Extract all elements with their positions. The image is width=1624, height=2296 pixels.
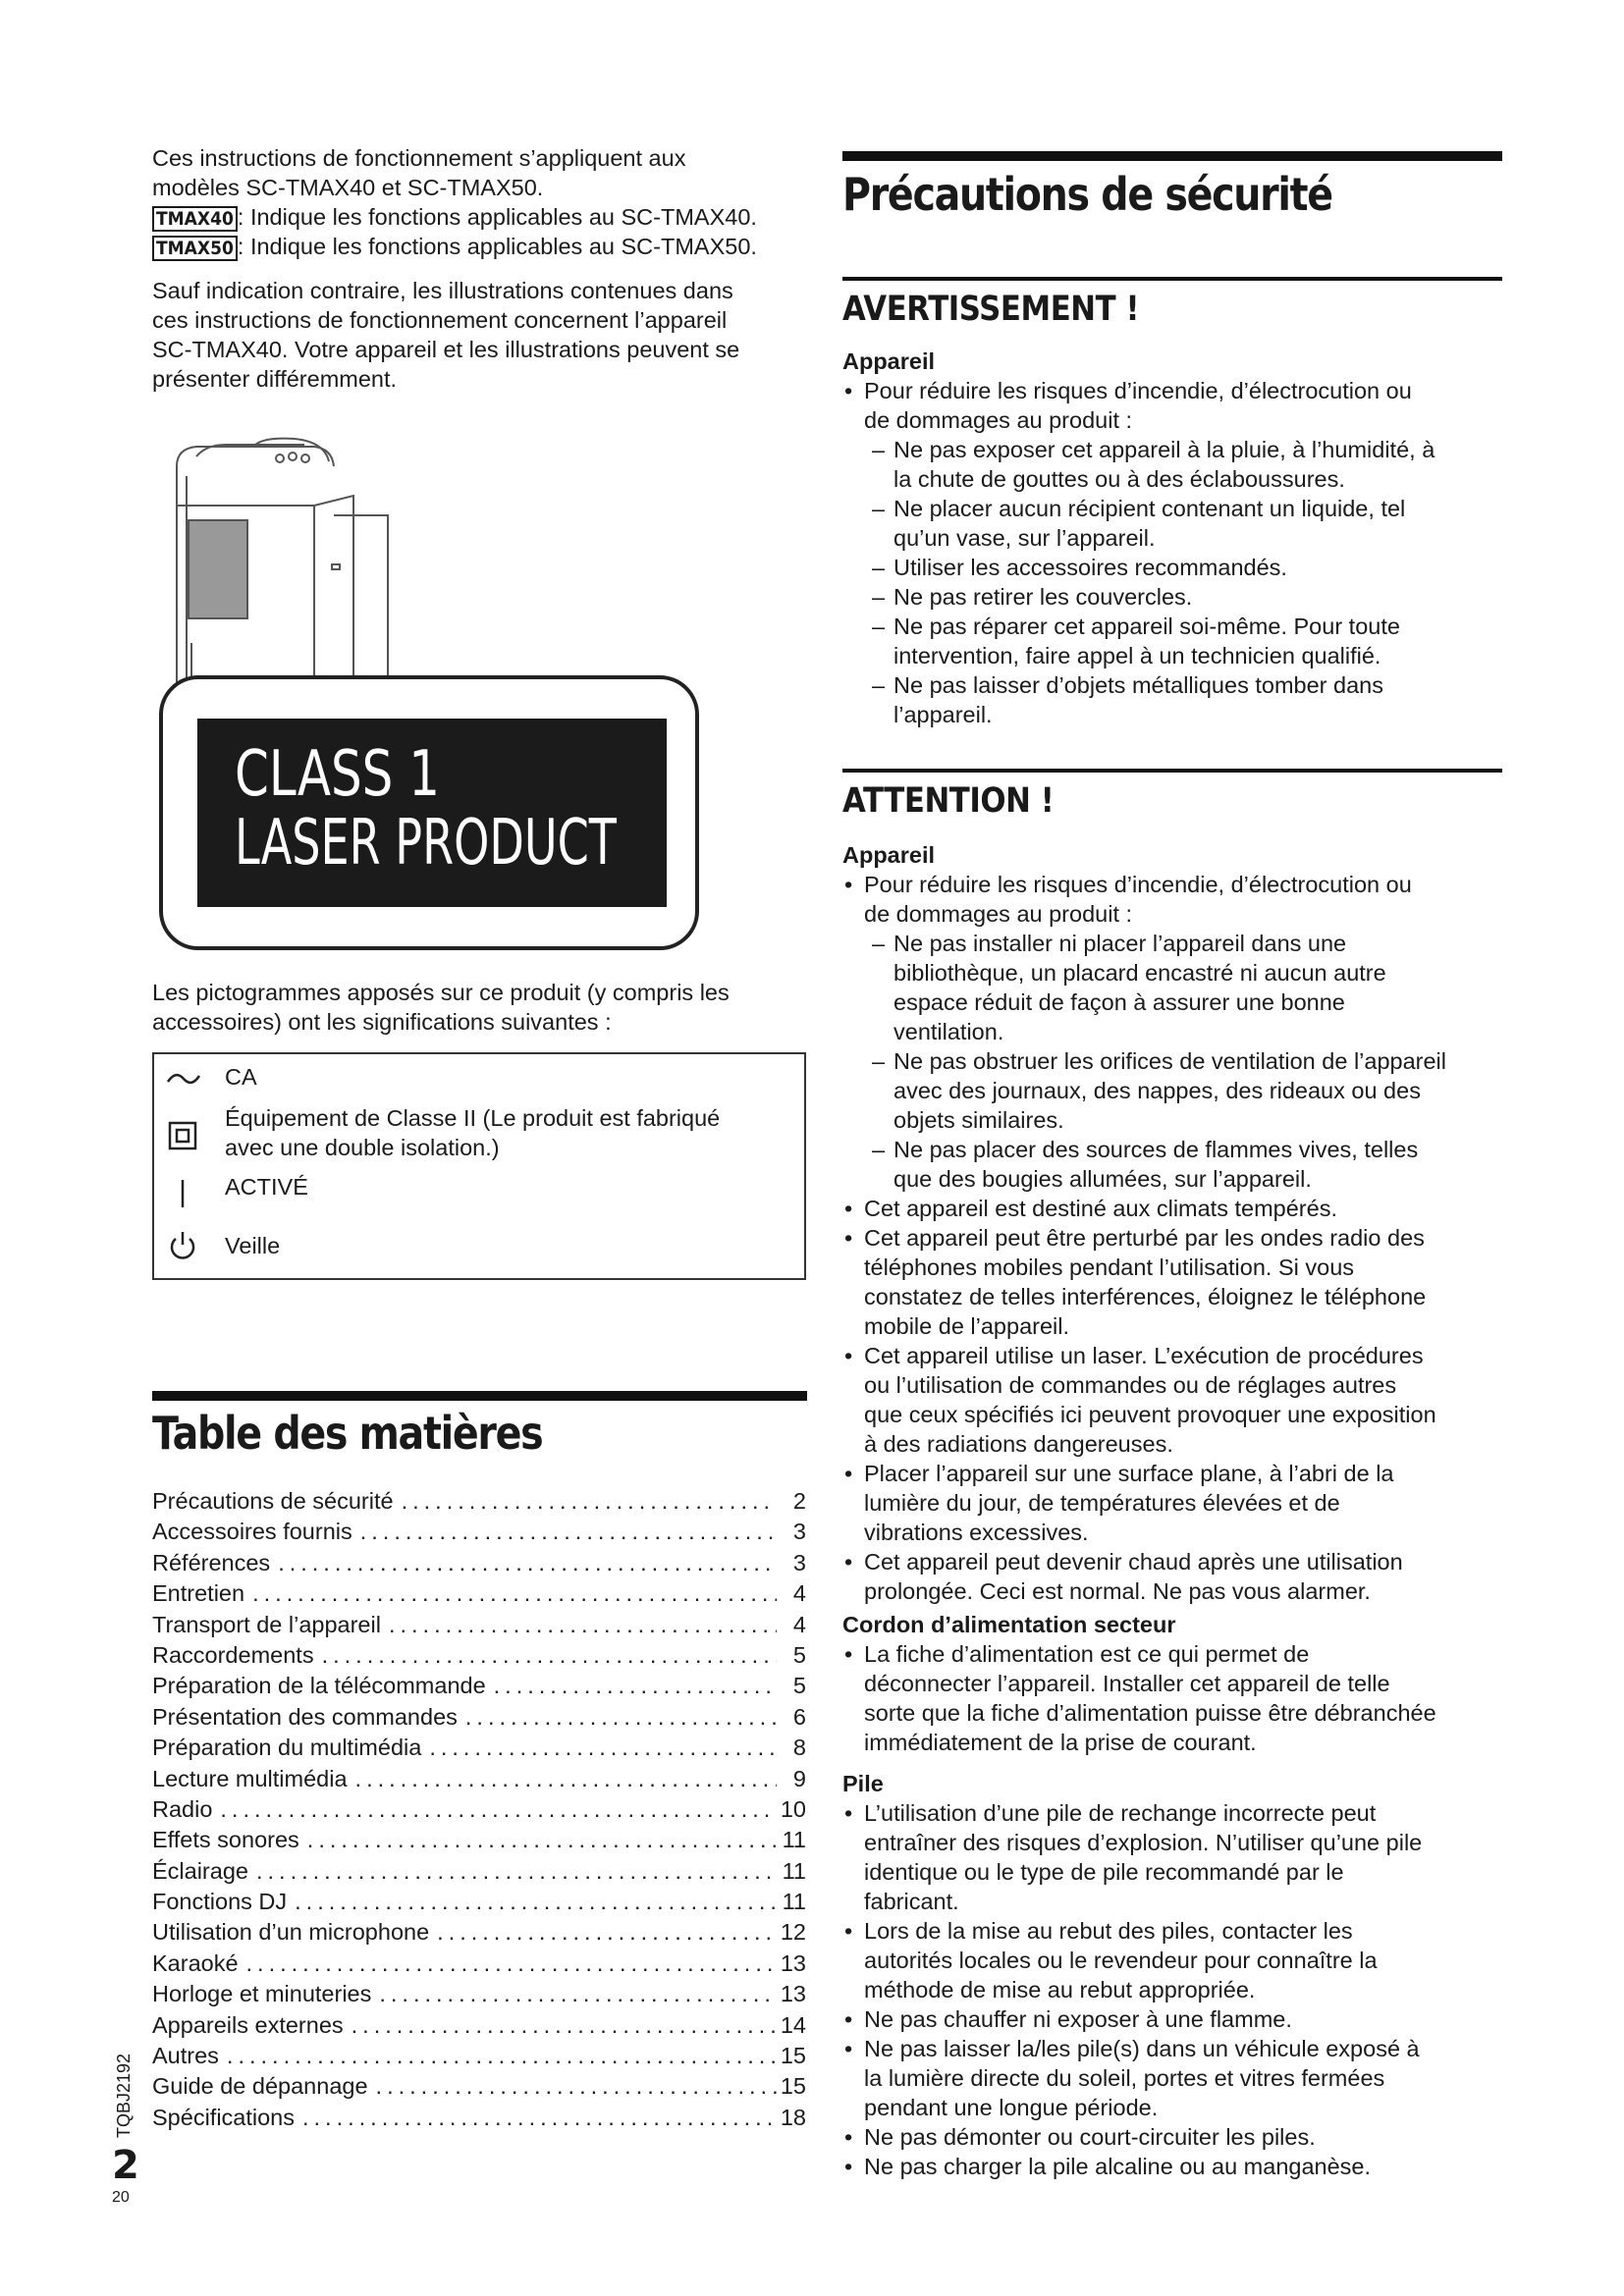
toc-entry-title: Présentation des commandes bbox=[152, 1703, 458, 1730]
text-line: – Ne pas installer ni placer l’appareil dans une bbox=[893, 931, 1347, 956]
caution-bullet-item bbox=[842, 1223, 1510, 1341]
toc-entry[interactable] bbox=[152, 1578, 806, 1609]
text-line: – Ne placer aucun récipient contenant un liquide, tel bbox=[893, 496, 1406, 521]
caution-dash-item bbox=[842, 1046, 1510, 1135]
text-line: espace réduit de façon à assurer une bonne bbox=[893, 989, 1345, 1015]
toc-entry-page: 8 bbox=[792, 1735, 806, 1761]
text-line: • Cet appareil peut être perturbé par les ondes radio des bbox=[864, 1225, 1425, 1251]
toc-entry[interactable] bbox=[152, 1949, 806, 1979]
safety-title: Précautions de sécurité bbox=[842, 168, 1332, 221]
toc-leader-dots bbox=[244, 1578, 777, 1609]
toc-leader-dots bbox=[486, 1671, 777, 1701]
toc-leader-dots bbox=[394, 1486, 777, 1517]
battery-subheading: Pile bbox=[842, 1771, 884, 1796]
text-line: l’appareil. bbox=[893, 702, 993, 727]
text-line: intervention, faire appel à un technicien qualifié. bbox=[893, 643, 1381, 668]
doc-code: TQBJ2192 bbox=[114, 2053, 134, 2138]
note-line: ces instructions de fonctionnement concernent l’appareil bbox=[152, 307, 728, 333]
warning-rule bbox=[842, 277, 1502, 281]
toc-entry-page: 11 bbox=[782, 1827, 806, 1853]
toc-entry-page: 15 bbox=[780, 2043, 806, 2069]
caution-dash-item bbox=[842, 929, 1510, 1046]
battery-bullet-item bbox=[842, 2004, 1510, 2034]
legend-text: Veille bbox=[225, 1233, 281, 1258]
text-line: – Ne pas exposer cet appareil à la pluie, à l’humidité, à bbox=[893, 437, 1435, 462]
class-ii-icon bbox=[168, 1121, 197, 1150]
toc-entry-title: Appareils externes bbox=[152, 2011, 344, 2038]
text-line: immédiatement de la prise de courant. bbox=[864, 1730, 1257, 1755]
text-line: vibrations excessives. bbox=[864, 1520, 1089, 1545]
toc-entry-title: Références bbox=[152, 1549, 271, 1575]
page-sub-number: 20 bbox=[112, 2189, 130, 2206]
toc-entry-page: 5 bbox=[792, 1641, 806, 1668]
bullet-line: • Pour réduire les risques d’incendie, d’électrocution ou bbox=[864, 378, 1412, 403]
toc-entry-page: 5 bbox=[792, 1673, 806, 1699]
safety-title-rule bbox=[842, 151, 1502, 161]
toc-leader-dots bbox=[344, 2010, 777, 2041]
text-line: – Ne pas retirer les couvercles. bbox=[893, 584, 1193, 610]
warning-dash-list bbox=[842, 435, 1510, 729]
note-line: Sauf indication contraire, les illustrations contenues dans bbox=[152, 278, 733, 303]
caution-dash-list bbox=[842, 929, 1510, 1194]
text-line: identique ou le type de pile recommandé par le bbox=[864, 1859, 1344, 1885]
caution-bullet-list bbox=[842, 1194, 1510, 1606]
on-bar-icon bbox=[168, 1176, 197, 1209]
toc-entry[interactable] bbox=[152, 2103, 806, 2133]
toc-leader-dots bbox=[352, 1517, 777, 1547]
toc-entry[interactable] bbox=[152, 1856, 806, 1887]
toc-entry[interactable] bbox=[152, 1671, 806, 1701]
toc-entry-page: 18 bbox=[780, 2104, 806, 2130]
text-line: • Ne pas charger la pile alcaline ou au manganèse. bbox=[864, 2154, 1372, 2179]
toc-title: Table des matières bbox=[152, 1407, 543, 1460]
text-line: bibliothèque, un placard encastré ni aucun autre bbox=[893, 960, 1386, 986]
text-line: • Ne pas démonter ou court-circuiter les piles. bbox=[864, 2124, 1316, 2150]
toc-entry[interactable] bbox=[152, 1640, 806, 1671]
toc-leader-dots bbox=[348, 1764, 777, 1794]
text-line: pendant une longue période. bbox=[864, 2095, 1159, 2120]
toc-leader-dots bbox=[248, 1856, 777, 1887]
caution-bullet-item bbox=[842, 1459, 1510, 1547]
tmax40-line bbox=[152, 202, 810, 232]
toc-entry-page: 14 bbox=[780, 2011, 806, 2038]
tmax50-line bbox=[152, 232, 810, 261]
battery-bullet-item bbox=[842, 2034, 1510, 2122]
warning-dash-item bbox=[842, 435, 1510, 494]
toc-leader-dots bbox=[299, 1825, 777, 1855]
toc-entry-title: Radio bbox=[152, 1795, 213, 1822]
toc-title-rule bbox=[152, 1391, 807, 1401]
toc-entry-page: 6 bbox=[792, 1703, 806, 1730]
caution-bullet-item bbox=[842, 1547, 1510, 1606]
toc-entry[interactable] bbox=[152, 1887, 806, 1917]
pictograms-intro bbox=[152, 978, 810, 1037]
toc-leader-dots bbox=[371, 1979, 777, 2009]
toc-entry[interactable] bbox=[152, 1733, 806, 1763]
text-line: mobile de l’appareil. bbox=[864, 1313, 1070, 1339]
toc-entry-page: 13 bbox=[780, 1949, 806, 1976]
toc-entry[interactable] bbox=[152, 2010, 806, 2041]
toc-entry[interactable] bbox=[152, 1979, 806, 2009]
tmax50-text: : Indique les fonctions applicables au SC-TMAX50. bbox=[237, 234, 757, 259]
note-line: SC-TMAX40. Votre appareil et les illustrations peuvent se bbox=[152, 337, 740, 362]
toc-entry[interactable] bbox=[152, 2071, 806, 2102]
legend-text: Équipement de Classe II (Le produit est fabriqué bbox=[225, 1105, 721, 1131]
legend-text: ACTIVÉ bbox=[225, 1174, 308, 1200]
text-line: la chute de gouttes ou à des éclaboussures. bbox=[893, 466, 1345, 492]
toc-leader-dots bbox=[368, 2071, 777, 2102]
toc-entry-page: 15 bbox=[780, 2073, 806, 2100]
toc-entry-title: Précautions de sécurité bbox=[152, 1488, 394, 1514]
text-line: – Ne pas réparer cet appareil soi-même. Pour toute bbox=[893, 614, 1400, 639]
toc-entry[interactable] bbox=[152, 1517, 806, 1547]
toc-entry[interactable] bbox=[152, 1917, 806, 1948]
text-line: sorte que la fiche d’alimentation puisse être débranchée bbox=[864, 1700, 1436, 1726]
text-line: – Utiliser les accessoires recommandés. bbox=[893, 555, 1287, 580]
text-line: constatez de telles interférences, éloignez le téléphone bbox=[864, 1284, 1427, 1309]
text-line: • Cet appareil utilise un laser. L’exécution de procédures bbox=[864, 1343, 1424, 1368]
toc-entry-title: Horloge et minuteries bbox=[152, 1981, 372, 2007]
toc-leader-dots bbox=[314, 1640, 777, 1671]
text-line: • Placer l’appareil sur une surface plane, à l’abri de la bbox=[864, 1461, 1394, 1486]
battery-bullet-item bbox=[842, 1798, 1510, 1916]
text-line: à des radiations dangereuses. bbox=[864, 1431, 1173, 1457]
toc-entry-title: Guide de dépannage bbox=[152, 2073, 368, 2100]
text-line: lumière du jour, de températures élevées et de bbox=[864, 1490, 1340, 1516]
caution-heading: ATTENTION ! bbox=[842, 781, 1055, 821]
toc-entry-page: 12 bbox=[780, 1919, 806, 1946]
laser-class-text: CLASS 1 bbox=[235, 738, 440, 811]
warning-subheading: Appareil bbox=[842, 348, 936, 374]
warning-dash-item bbox=[842, 670, 1510, 729]
toc-entry-title: Lecture multimédia bbox=[152, 1765, 348, 1791]
toc-entry[interactable] bbox=[152, 1794, 806, 1825]
toc-entry[interactable] bbox=[152, 1548, 806, 1578]
battery-bullet-item bbox=[842, 2152, 1510, 2181]
toc-entry-title: Karaoké bbox=[152, 1949, 239, 1976]
toc-entry-title: Entretien bbox=[152, 1580, 245, 1607]
toc-leader-dots bbox=[421, 1733, 777, 1763]
toc-entry-title: Accessoires fournis bbox=[152, 1519, 352, 1545]
text-line: – Ne pas placer des sources de flammes vives, telles bbox=[893, 1137, 1419, 1162]
text-line: entraîner des risques d’explosion. N’utiliser qu’une pile bbox=[864, 1830, 1423, 1855]
toc-entry[interactable] bbox=[152, 1486, 806, 1517]
text-line: que ceux spécifiés ici peuvent provoquer une exposition bbox=[864, 1402, 1436, 1427]
text-line: prolongée. Ceci est normal. Ne pas vous alarmer. bbox=[864, 1578, 1371, 1604]
bullet-line: • Pour réduire les risques d’incendie, d’électrocution ou bbox=[864, 872, 1412, 897]
text-line: • Cet appareil est destiné aux climats tempérés. bbox=[864, 1196, 1337, 1221]
text-line: • Lors de la mise au rebut des piles, contacter les bbox=[864, 1918, 1353, 1944]
note-line: présenter différemment. bbox=[152, 366, 398, 392]
toc-entry-title: Utilisation d’un microphone bbox=[152, 1919, 430, 1946]
toc-entry-page: 2 bbox=[792, 1488, 806, 1514]
laser-label-frame bbox=[159, 675, 699, 950]
pictograms-intro-line: Les pictogrammes apposés sur ce produit (y compris les bbox=[152, 980, 730, 1005]
battery-bullet-list bbox=[842, 1798, 1510, 2181]
tmax40-text: : Indique les fonctions applicables au SC-TMAX40. bbox=[237, 204, 757, 230]
toc-leader-dots bbox=[212, 1794, 777, 1825]
toc-entry-title: Préparation de la télécommande bbox=[152, 1673, 486, 1699]
text-line: autorités locales ou le revendeur pour connaître la bbox=[864, 1948, 1378, 1973]
toc-entry[interactable] bbox=[152, 2041, 806, 2071]
warning-dash-item bbox=[842, 494, 1510, 553]
caution-bullet-item bbox=[842, 1194, 1510, 1223]
toc-leader-dots bbox=[239, 1949, 777, 1979]
toc-entry[interactable] bbox=[152, 1825, 806, 1855]
standby-power-icon bbox=[167, 1229, 198, 1262]
toc-entry[interactable] bbox=[152, 1610, 806, 1640]
toc-entry-page: 11 bbox=[782, 1857, 806, 1884]
toc-entry-title: Spécifications bbox=[152, 2104, 295, 2130]
toc-entry-page: 10 bbox=[780, 1795, 806, 1822]
text-line: objets similaires. bbox=[893, 1107, 1064, 1133]
toc-leader-dots bbox=[287, 1887, 777, 1917]
warning-dash-item bbox=[842, 582, 1510, 612]
toc-entry[interactable] bbox=[152, 1702, 806, 1733]
toc-entry-page: 4 bbox=[792, 1580, 806, 1607]
intro-line: Ces instructions de fonctionnement s’appliquent aux bbox=[152, 145, 686, 171]
text-line: • Ne pas chauffer ni exposer à une flamme. bbox=[864, 2006, 1292, 2032]
caution-rule bbox=[842, 769, 1502, 773]
device-illustration bbox=[167, 437, 422, 682]
text-line: que des bougies allumées, sur l’appareil. bbox=[893, 1166, 1312, 1192]
toc-entry-page: 9 bbox=[792, 1765, 806, 1791]
tmax50-tag: TMAX50 bbox=[152, 236, 238, 261]
text-line: qu’un vase, sur l’appareil. bbox=[893, 525, 1156, 551]
text-line: • Cet appareil peut devenir chaud après une utilisation bbox=[864, 1549, 1403, 1575]
legend-text: avec une double isolation.) bbox=[225, 1135, 500, 1160]
toc-entry-title: Préparation du multimédia bbox=[152, 1735, 422, 1761]
caution-subheading: Appareil bbox=[842, 842, 936, 868]
toc-entry-page: 11 bbox=[782, 1889, 806, 1915]
toc-leader-dots bbox=[381, 1610, 777, 1640]
caution-bullet-item bbox=[842, 1341, 1510, 1459]
toc-entry-title: Autres bbox=[152, 2043, 219, 2069]
text-line: – Ne pas obstruer les orifices de ventilation de l’appareil bbox=[893, 1048, 1447, 1074]
toc-entry-page: 3 bbox=[792, 1519, 806, 1545]
text-line: ou l’utilisation de commandes ou de réglages autres bbox=[864, 1372, 1397, 1398]
toc-entry-title: Transport de l’appareil bbox=[152, 1611, 381, 1637]
text-line: déconnecter l’appareil. Installer cet appareil de telle bbox=[864, 1671, 1390, 1696]
text-line: • L’utilisation d’une pile de rechange incorrecte peut bbox=[864, 1800, 1377, 1826]
toc-entry-title: Éclairage bbox=[152, 1857, 248, 1884]
toc-leader-dots bbox=[270, 1548, 777, 1578]
text-line: • La fiche d’alimentation est ce qui permet de bbox=[864, 1641, 1310, 1667]
intro-line: modèles SC-TMAX40 et SC-TMAX50. bbox=[152, 175, 544, 200]
bullet-line: de dommages au produit : bbox=[864, 901, 1133, 927]
text-line: – Ne pas laisser d’objets métalliques tomber dans bbox=[893, 672, 1383, 698]
warning-dash-item bbox=[842, 553, 1510, 582]
text-line: méthode de mise au rebut appropriée. bbox=[864, 1977, 1256, 2002]
warning-heading: AVERTISSEMENT ! bbox=[842, 290, 1140, 329]
toc-entry-page: 4 bbox=[792, 1611, 806, 1637]
warning-block bbox=[842, 347, 1510, 729]
caution-bullet bbox=[842, 870, 1510, 929]
caution-block bbox=[842, 840, 1510, 2181]
warning-bullet bbox=[842, 376, 1510, 435]
text-line: fabricant. bbox=[864, 1889, 959, 1914]
warning-dash-item bbox=[842, 612, 1510, 670]
battery-bullet-item bbox=[842, 1916, 1510, 2004]
text-line: • Ne pas laisser la/les pile(s) dans un véhicule exposé à bbox=[864, 2036, 1420, 2061]
toc-list bbox=[152, 1486, 806, 2133]
toc-entry-page: 3 bbox=[792, 1549, 806, 1575]
intro-block bbox=[152, 143, 810, 394]
cord-subheading: Cordon d’alimentation secteur bbox=[842, 1612, 1176, 1637]
bullet-line: de dommages au produit : bbox=[864, 407, 1133, 433]
pictogram-legend-box bbox=[152, 1052, 806, 1280]
toc-leader-dots bbox=[219, 2041, 777, 2071]
cord-bullet bbox=[842, 1639, 1510, 1757]
laser-product-text: LASER PRODUCT bbox=[235, 807, 617, 880]
toc-entry-title: Raccordements bbox=[152, 1641, 314, 1668]
text-line: téléphones mobiles pendant l’utilisation. Si vous bbox=[864, 1255, 1355, 1280]
pictograms-intro-line: accessoires) ont les significations suivantes : bbox=[152, 1009, 612, 1035]
text-line: la lumière directe du soleil, portes et vitres fermées bbox=[864, 2065, 1385, 2091]
toc-entry-title: Effets sonores bbox=[152, 1827, 299, 1853]
toc-leader-dots bbox=[458, 1702, 777, 1733]
text-line: avec des journaux, des nappes, des rideaux ou des bbox=[893, 1078, 1421, 1103]
toc-entry-title: Fonctions DJ bbox=[152, 1889, 288, 1915]
ac-tilde-icon bbox=[166, 1064, 201, 1094]
laser-label-plate bbox=[197, 719, 667, 907]
text-line: ventilation. bbox=[893, 1019, 1004, 1044]
toc-leader-dots bbox=[429, 1917, 777, 1948]
battery-bullet-item bbox=[842, 2122, 1510, 2152]
toc-leader-dots bbox=[295, 2103, 777, 2133]
tmax40-tag: TMAX40 bbox=[152, 206, 238, 232]
toc-entry-page: 13 bbox=[780, 1981, 806, 2007]
toc-entry[interactable] bbox=[152, 1764, 806, 1794]
page-number: 2 bbox=[112, 2143, 139, 2188]
caution-dash-item bbox=[842, 1135, 1510, 1194]
legend-text: CA bbox=[225, 1064, 257, 1090]
